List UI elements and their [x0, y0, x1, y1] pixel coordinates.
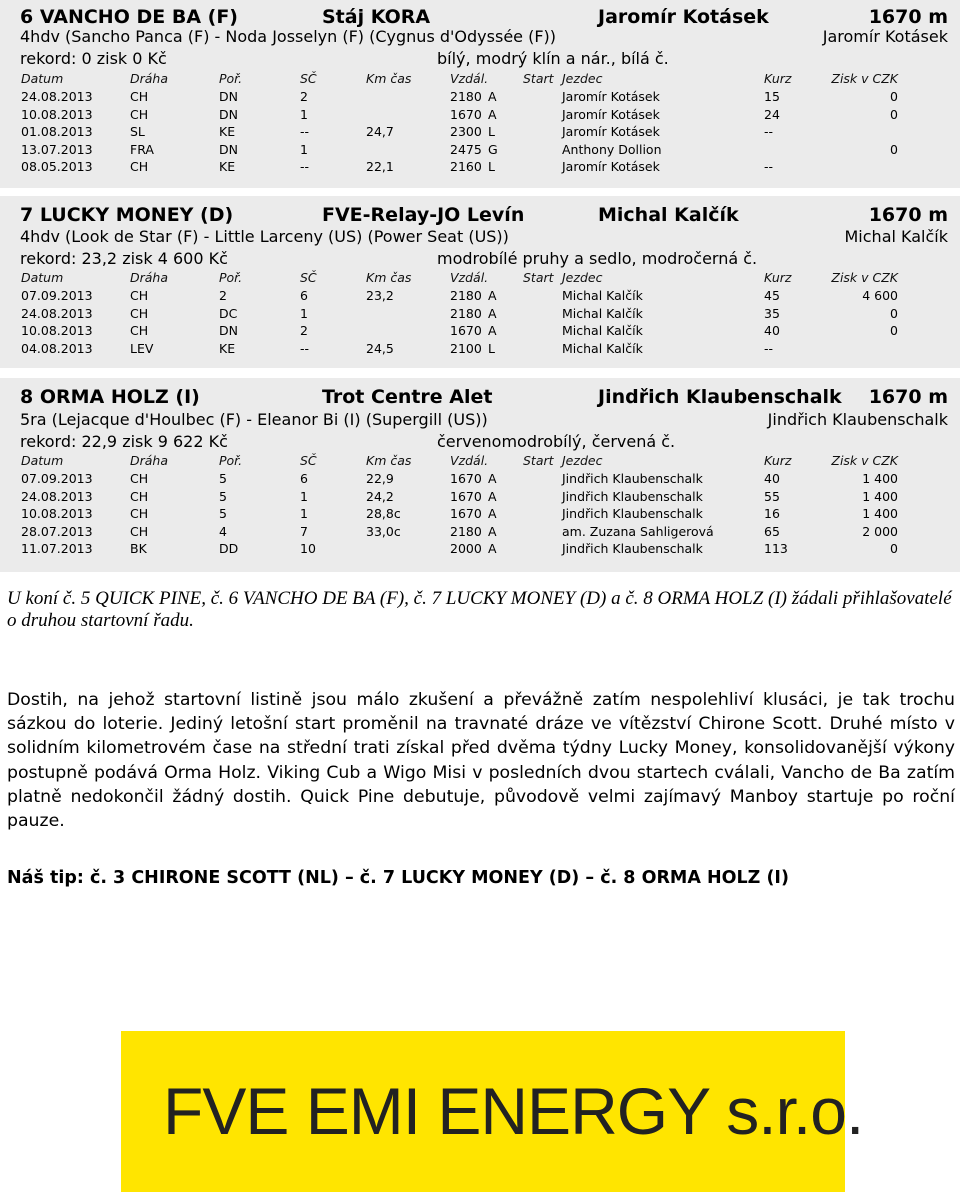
table-row [0, 340, 960, 357]
col-start: Start [523, 270, 554, 285]
race-analysis: Dostih, na jehož startovní listině jsou málo zkušení a převážně zatím nespolehliví klusáci, je tak trochu sázkou do loterie. Jediný letošní start proměnil na travnaté dráze ve vítězství Chirone Scott. Druhé místo v solidním kilometrovém čase na střední trati získal před dvěma týdny Lucky Money, konsolidovanější výkony postupně podává Orma Holz. Viking Cub a Wigo Misi v posledních dvou startech cválali, Vancho de Ba zatím platně nedokončil žádný dostih. Quick Pine debutuje, původově velmi zajímavý Manboy startuje po roční pauze. [7, 690, 955, 832]
cell-jockey: Michal Kalčík [562, 288, 643, 303]
cell-pos: DN [219, 141, 238, 157]
horse-stable: FVE-Relay-JO Levín [322, 204, 525, 226]
horse-pedigree: 4hdv (Look de Star (F) - Little Larceny (US) (Power Seat (US)) [20, 227, 509, 246]
table-row [0, 488, 960, 505]
horse-colors: červenomodrobílý, červená č. [437, 432, 676, 451]
cell-pos: DN [219, 106, 238, 122]
cell-start: A [488, 541, 497, 557]
cell-pos: 5 [219, 488, 227, 504]
cell-dist: 1670 [450, 323, 482, 339]
table-row [0, 470, 960, 487]
cell-sc: 2 [300, 89, 308, 104]
table-row [0, 322, 960, 339]
table-row [0, 523, 960, 540]
cell-start: A [488, 488, 497, 504]
horse-trainer: Jindřich Klaubenschalk [598, 386, 842, 408]
col-km: Km čas [366, 270, 412, 285]
cell-start: A [488, 471, 497, 486]
cell-odds: 40 [764, 471, 780, 486]
cell-win: 0 [890, 141, 898, 157]
cell-sc: -- [300, 340, 310, 356]
col-jockey: Jezdec [562, 270, 603, 285]
horse-name: 6 VANCHO DE BA (F) [20, 6, 238, 28]
cell-win: 0 [890, 323, 898, 339]
cell-pos: 4 [219, 523, 227, 539]
cell-track: CH [130, 106, 149, 122]
cell-win: 2 000 [862, 523, 898, 539]
cell-odds: 45 [764, 288, 780, 303]
cell-start: L [488, 340, 495, 356]
col-km: Km čas [366, 453, 412, 468]
horse-pedigree-row [0, 227, 960, 247]
table-row [0, 106, 960, 123]
table-row [0, 123, 960, 140]
cell-jockey: Michal Kalčík [562, 305, 643, 321]
table-row [0, 158, 960, 175]
cell-date: 28.07.2013 [21, 523, 93, 539]
col-pos: Poř. [219, 71, 243, 86]
cell-km: 23,2 [366, 288, 394, 303]
horse-name: 8 ORMA HOLZ (I) [20, 386, 200, 408]
cell-track: FRA [130, 141, 154, 157]
cell-dist: 1670 [450, 488, 482, 504]
horse-title-row [0, 202, 960, 228]
horse-record-row [0, 49, 960, 69]
table-header [0, 71, 960, 87]
cell-start: A [488, 323, 497, 339]
cell-odds: 55 [764, 488, 780, 504]
cell-date: 07.09.2013 [21, 471, 93, 486]
cell-start: A [488, 506, 497, 522]
cell-jockey: Michal Kalčík [562, 340, 643, 356]
cell-jockey: Jindřich Klaubenschalk [562, 506, 703, 522]
col-pos: Poř. [219, 453, 243, 468]
cell-km: 22,9 [366, 471, 394, 486]
table-row [0, 540, 960, 557]
sponsor-logo-text: FVE EMI ENERGY s.r.o. [163, 1074, 864, 1148]
cell-track: BK [130, 541, 147, 557]
cell-odds: 40 [764, 323, 780, 339]
cell-jockey: am. Zuzana Sahligerová [562, 523, 714, 539]
cell-jockey: Jaromír Kotásek [562, 106, 660, 122]
horse-colors: modrobílé pruhy a sedlo, modročerná č. [437, 249, 758, 268]
cell-sc: 6 [300, 288, 308, 303]
horse-pedigree: 5ra (Lejacque d'Houlbec (F) - Eleanor Bi (I) (Supergill (US)) [20, 410, 488, 429]
cell-jockey: Michal Kalčík [562, 323, 643, 339]
horse-record-row [0, 249, 960, 269]
cell-dist: 2180 [450, 89, 482, 104]
cell-odds: 35 [764, 305, 780, 321]
horse-card-8 [0, 378, 960, 572]
cell-sc: 7 [300, 523, 308, 539]
cell-dist: 1670 [450, 471, 482, 486]
cell-jockey: Jaromír Kotásek [562, 159, 660, 175]
col-date: Datum [21, 270, 64, 285]
cell-pos: DD [219, 541, 239, 557]
horse-card-7 [0, 196, 960, 368]
horse-pedigree-row [0, 27, 960, 47]
cell-date: 13.07.2013 [21, 141, 93, 157]
horse-title-row [0, 384, 960, 410]
table-row [0, 141, 960, 158]
col-dist: Vzdál. [450, 270, 489, 285]
cell-km: 24,2 [366, 488, 394, 504]
col-odds: Kurz [764, 270, 792, 285]
cell-track: CH [130, 471, 149, 486]
cell-odds: -- [764, 124, 774, 140]
col-win: Zisk v CZK [831, 270, 898, 285]
cell-start: A [488, 288, 497, 303]
cell-odds: 16 [764, 506, 780, 522]
cell-win: 4 600 [862, 288, 898, 303]
cell-date: 07.09.2013 [21, 288, 93, 303]
cell-date: 08.05.2013 [21, 159, 93, 175]
cell-track: CH [130, 89, 149, 104]
cell-win: 0 [890, 89, 898, 104]
cell-start: A [488, 523, 497, 539]
cell-pos: KE [219, 124, 236, 140]
cell-jockey: Jindřich Klaubenschalk [562, 471, 703, 486]
cell-track: CH [130, 506, 149, 522]
cell-sc: -- [300, 159, 310, 175]
cell-win: 0 [890, 106, 898, 122]
cell-win: 0 [890, 305, 898, 321]
horse-driver: Jindřich Klaubenschalk [767, 410, 948, 429]
col-sc: SČ [300, 71, 317, 86]
col-dist: Vzdál. [450, 71, 489, 86]
horse-card-6 [0, 0, 960, 188]
cell-sc: 1 [300, 106, 308, 122]
cell-date: 10.08.2013 [21, 106, 93, 122]
col-track: Dráha [130, 270, 169, 285]
sponsor-banner [121, 1031, 864, 1192]
cell-sc: 2 [300, 323, 308, 339]
cell-track: CH [130, 288, 149, 303]
cell-win: 1 400 [862, 506, 898, 522]
cell-jockey: Anthony Dollion [562, 141, 662, 157]
cell-km: 24,7 [366, 124, 394, 140]
col-odds: Kurz [764, 453, 792, 468]
horse-trainer: Jaromír Kotásek [598, 6, 769, 28]
cell-win: 1 400 [862, 471, 898, 486]
cell-jockey: Jindřich Klaubenschalk [562, 541, 703, 557]
cell-odds: 15 [764, 89, 780, 104]
table-header [0, 453, 960, 469]
horse-stable: Stáj KORA [322, 6, 431, 28]
our-tip: Náš tip: č. 3 CHIRONE SCOTT (NL) – č. 7 LUCKY MONEY (D) – č. 8 ORMA HOLZ (I) [7, 868, 789, 888]
cell-pos: KE [219, 159, 236, 175]
cell-track: CH [130, 488, 149, 504]
cell-pos: 5 [219, 506, 227, 522]
col-date: Datum [21, 453, 64, 468]
cell-sc: -- [300, 124, 310, 140]
race-distance: 1670 m [868, 386, 948, 408]
cell-sc: 6 [300, 471, 308, 486]
race-distance: 1670 m [868, 204, 948, 226]
cell-start: A [488, 106, 497, 122]
cell-date: 10.08.2013 [21, 506, 93, 522]
cell-dist: 1670 [450, 106, 482, 122]
cell-date: 24.08.2013 [21, 488, 93, 504]
horse-trainer: Michal Kalčík [598, 204, 739, 226]
col-start: Start [523, 71, 554, 86]
horse-record-row [0, 432, 960, 452]
cell-track: CH [130, 323, 149, 339]
cell-dist: 2475 [450, 141, 482, 157]
col-date: Datum [21, 71, 64, 86]
cell-jockey: Jindřich Klaubenschalk [562, 488, 703, 504]
cell-dist: 2100 [450, 340, 482, 356]
cell-km: 33,0c [366, 523, 401, 539]
cell-pos: DN [219, 323, 238, 339]
cell-track: SL [130, 124, 145, 140]
cell-dist: 2000 [450, 541, 482, 557]
col-sc: SČ [300, 453, 317, 468]
horse-driver: Jaromír Kotásek [822, 27, 948, 46]
col-km: Km čas [366, 71, 412, 86]
cell-track: CH [130, 305, 149, 321]
col-odds: Kurz [764, 71, 792, 86]
table-row [0, 505, 960, 522]
cell-start: A [488, 305, 497, 321]
cell-sc: 1 [300, 141, 308, 157]
cell-date: 04.08.2013 [21, 340, 93, 356]
cell-dist: 2180 [450, 305, 482, 321]
cell-dist: 2300 [450, 124, 482, 140]
cell-dist: 2180 [450, 523, 482, 539]
cell-jockey: Jaromír Kotásek [562, 124, 660, 140]
cell-sc: 1 [300, 488, 308, 504]
cell-pos: DN [219, 89, 238, 104]
cell-track: CH [130, 159, 149, 175]
cell-track: CH [130, 523, 149, 539]
cell-odds: 65 [764, 523, 780, 539]
cell-sc: 1 [300, 506, 308, 522]
cell-km: 22,1 [366, 159, 394, 175]
cell-start: A [488, 89, 497, 104]
race-distance: 1670 m [868, 6, 948, 28]
cell-start: L [488, 159, 495, 175]
horse-record: rekord: 0 zisk 0 Kč [20, 49, 167, 68]
cell-pos: 2 [219, 288, 227, 303]
horse-pedigree-row [0, 410, 960, 430]
table-row [0, 305, 960, 322]
cell-start: L [488, 124, 495, 140]
col-sc: SČ [300, 270, 317, 285]
cell-km: 28,8c [366, 506, 401, 522]
col-win: Zisk v CZK [831, 453, 898, 468]
cell-dist: 1670 [450, 506, 482, 522]
cell-start: G [488, 141, 498, 157]
col-start: Start [523, 453, 554, 468]
cell-dist: 2160 [450, 159, 482, 175]
col-pos: Poř. [219, 270, 243, 285]
col-jockey: Jezdec [562, 453, 603, 468]
cell-km: 24,5 [366, 340, 394, 356]
cell-win: 1 400 [862, 488, 898, 504]
cell-pos: 5 [219, 471, 227, 486]
cell-odds: -- [764, 340, 774, 356]
horse-pedigree: 4hdv (Sancho Panca (F) - Noda Josselyn (F) (Cygnus d'Odyssée (F)) [20, 27, 557, 46]
cell-date: 01.08.2013 [21, 124, 93, 140]
horse-colors: bílý, modrý klín a nár., bílá č. [437, 49, 669, 68]
cell-dist: 2180 [450, 288, 482, 303]
horse-name: 7 LUCKY MONEY (D) [20, 204, 234, 226]
cell-date: 11.07.2013 [21, 541, 93, 557]
table-header [0, 270, 960, 286]
second-row-note: U koní č. 5 QUICK PINE, č. 6 VANCHO DE BA (F), č. 7 LUCKY MONEY (D) a č. 8 ORMA HOLZ (I) žádali přihlašovatelé o druhou startovní řadu. [7, 588, 952, 631]
cell-odds: 113 [764, 541, 788, 557]
cell-sc: 1 [300, 305, 308, 321]
cell-odds: -- [764, 159, 774, 175]
table-row [0, 88, 960, 105]
horse-stable: Trot Centre Alet [322, 386, 493, 408]
col-track: Dráha [130, 71, 169, 86]
horse-record: rekord: 22,9 zisk 9 622 Kč [20, 432, 228, 451]
col-jockey: Jezdec [562, 71, 603, 86]
cell-track: LEV [130, 340, 154, 356]
horse-record: rekord: 23,2 zisk 4 600 Kč [20, 249, 228, 268]
cell-date: 24.08.2013 [21, 89, 93, 104]
cell-pos: KE [219, 340, 236, 356]
cell-date: 10.08.2013 [21, 323, 93, 339]
cell-odds: 24 [764, 106, 780, 122]
col-win: Zisk v CZK [831, 71, 898, 86]
cell-pos: DC [219, 305, 238, 321]
col-track: Dráha [130, 453, 169, 468]
cell-win: 0 [890, 541, 898, 557]
cell-sc: 10 [300, 541, 316, 557]
table-row [0, 287, 960, 304]
cell-jockey: Jaromír Kotásek [562, 89, 660, 104]
horse-driver: Michal Kalčík [844, 227, 948, 246]
cell-date: 24.08.2013 [21, 305, 93, 321]
col-dist: Vzdál. [450, 453, 489, 468]
